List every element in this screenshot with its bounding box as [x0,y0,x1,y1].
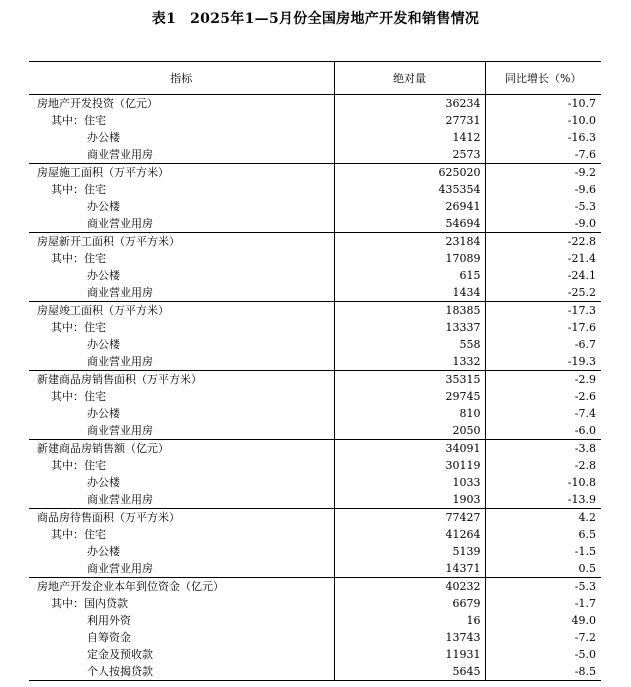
absolute-value-cell: 5645 [334,663,485,681]
table-row [29,198,601,215]
absolute-value-cell: 18385 [334,302,485,320]
absolute-value-cell: 1332 [334,353,485,371]
indicator-cell: 办公楼 [87,337,120,351]
indicator-cell: 商业营业用房 [87,216,153,230]
absolute-value-cell: 1033 [334,474,485,491]
yoy-growth-cell: -5.0 [485,646,601,663]
table-row [29,353,601,371]
absolute-value-cell: 810 [334,405,485,422]
table-row [29,440,601,458]
absolute-value-cell: 615 [334,267,485,284]
indicator-cell: 商业营业用房 [87,492,153,506]
indicator-cell: 办公楼 [87,406,120,420]
indicator-cell: 商品房待售面积（万平方米） [29,509,334,527]
absolute-value-cell: 40232 [334,578,485,596]
table-row [29,457,601,474]
indicator-cell: 办公楼 [87,475,120,489]
indicator-cell: 办公楼 [87,130,120,144]
yoy-growth-cell: -1.7 [485,595,601,612]
table-title-text: 2025年1—5月份全国房地产开发和销售情况 [190,11,480,27]
table-row [29,509,601,527]
table-row [29,629,601,646]
table-row [29,215,601,233]
table-row [29,336,601,353]
yoy-growth-cell: -5.3 [485,578,601,596]
table-title [0,8,631,28]
yoy-growth-cell: 0.5 [485,560,601,578]
absolute-value-cell: 2050 [334,422,485,440]
yoy-growth-cell: -9.2 [485,164,601,182]
yoy-growth-cell: -16.3 [485,129,601,146]
absolute-value-cell: 41264 [334,526,485,543]
absolute-value-cell: 17089 [334,250,485,267]
yoy-growth-cell: 6.5 [485,526,601,543]
table-row [29,543,601,560]
indicator-cell: 自筹资金 [87,630,131,644]
absolute-value-cell: 625020 [334,164,485,182]
table-row [29,319,601,336]
absolute-value-cell: 5139 [334,543,485,560]
absolute-value-cell: 27731 [334,112,485,129]
yoy-growth-cell: -17.6 [485,319,601,336]
indicator-cell: 其中：国内贷款 [51,596,128,610]
table-body [29,95,601,681]
absolute-value-cell: 558 [334,336,485,353]
absolute-value-cell: 13337 [334,319,485,336]
absolute-value-cell: 16 [334,612,485,629]
absolute-value-cell: 2573 [334,146,485,164]
table-number: 表1 [151,11,177,27]
indicator-cell: 办公楼 [87,544,120,558]
yoy-growth-cell: -2.8 [485,457,601,474]
yoy-growth-cell: -6.7 [485,336,601,353]
header-absolute-value: 绝对量 [334,62,485,95]
absolute-value-cell: 11931 [334,646,485,663]
absolute-value-cell: 26941 [334,198,485,215]
table-row [29,526,601,543]
absolute-value-cell: 34091 [334,440,485,458]
indicator-cell: 商业营业用房 [87,354,153,368]
absolute-value-cell: 1412 [334,129,485,146]
absolute-value-cell: 13743 [334,629,485,646]
indicator-cell: 房地产开发企业本年到位资金（亿元） [29,578,334,596]
absolute-value-cell: 23184 [334,233,485,251]
yoy-growth-cell: -25.2 [485,284,601,302]
table-row [29,371,601,389]
table-row [29,146,601,164]
indicator-cell: 商业营业用房 [87,561,153,575]
yoy-growth-cell: -5.3 [485,198,601,215]
table-row [29,302,601,320]
yoy-growth-cell: -2.6 [485,388,601,405]
yoy-growth-cell: -21.4 [485,250,601,267]
indicator-cell: 其中：住宅 [51,458,106,472]
absolute-value-cell: 77427 [334,509,485,527]
table-row [29,491,601,509]
yoy-growth-cell: -10.7 [485,95,601,113]
absolute-value-cell: 1434 [334,284,485,302]
yoy-growth-cell: -6.0 [485,422,601,440]
table-row [29,405,601,422]
absolute-value-cell: 54694 [334,215,485,233]
table-row [29,95,601,113]
yoy-growth-cell: -7.4 [485,405,601,422]
yoy-growth-cell: -9.0 [485,215,601,233]
table-row [29,474,601,491]
table-row [29,560,601,578]
indicator-cell: 房屋施工面积（万平方米） [29,164,334,182]
yoy-growth-cell: -24.1 [485,267,601,284]
indicator-cell: 房地产开发投资（亿元） [29,95,334,113]
indicator-cell: 办公楼 [87,268,120,282]
table-row [29,181,601,198]
indicator-cell: 其中：住宅 [51,389,106,403]
yoy-growth-cell: 49.0 [485,612,601,629]
yoy-growth-cell: -19.3 [485,353,601,371]
yoy-growth-cell: -7.2 [485,629,601,646]
absolute-value-cell: 30119 [334,457,485,474]
indicator-cell: 定金及预收款 [87,647,153,661]
table-row [29,267,601,284]
table-row [29,388,601,405]
yoy-growth-cell: -2.9 [485,371,601,389]
absolute-value-cell: 36234 [334,95,485,113]
yoy-growth-cell: -8.5 [485,663,601,681]
absolute-value-cell: 14371 [334,560,485,578]
indicator-cell: 其中：住宅 [51,113,106,127]
absolute-value-cell: 29745 [334,388,485,405]
indicator-cell: 办公楼 [87,199,120,213]
indicator-cell: 其中：住宅 [51,251,106,265]
indicator-cell: 新建商品房销售面积（万平方米） [29,371,334,389]
table-row [29,112,601,129]
table-row [29,250,601,267]
table-row [29,129,601,146]
table-row [29,578,601,596]
yoy-growth-cell: -22.8 [485,233,601,251]
indicator-cell: 个人按揭贷款 [29,663,334,681]
table-header-row [29,62,601,95]
table-row [29,422,601,440]
header-yoy-growth: 同比增长（%） [485,62,601,95]
header-indicator: 指标 [29,62,334,95]
indicator-cell: 利用外资 [87,613,131,627]
table-row [29,164,601,182]
table-row [29,233,601,251]
indicator-cell: 商业营业用房 [87,285,153,299]
table-row [29,646,601,663]
yoy-growth-cell: -17.3 [485,302,601,320]
yoy-growth-cell: -1.5 [485,543,601,560]
indicator-cell: 房屋新开工面积（万平方米） [29,233,334,251]
indicator-cell: 新建商品房销售额（亿元） [29,440,334,458]
yoy-growth-cell: 4.2 [485,509,601,527]
yoy-growth-cell: -10.8 [485,474,601,491]
indicator-cell: 其中：住宅 [51,320,106,334]
yoy-growth-cell: -10.0 [485,112,601,129]
indicator-cell: 其中：住宅 [51,182,106,196]
yoy-growth-cell: -9.6 [485,181,601,198]
absolute-value-cell: 1903 [334,491,485,509]
table-row [29,595,601,612]
indicator-cell: 其中：住宅 [51,527,106,541]
table-row [29,663,601,681]
absolute-value-cell: 6679 [334,595,485,612]
yoy-growth-cell: -3.8 [485,440,601,458]
indicator-cell: 房屋竣工面积（万平方米） [29,302,334,320]
absolute-value-cell: 35315 [334,371,485,389]
table-row [29,612,601,629]
indicator-cell: 商业营业用房 [87,423,153,437]
absolute-value-cell: 435354 [334,181,485,198]
indicator-cell: 商业营业用房 [87,147,153,161]
yoy-growth-cell: -13.9 [485,491,601,509]
statistics-table [29,61,601,681]
table-row [29,284,601,302]
yoy-growth-cell: -7.6 [485,146,601,164]
